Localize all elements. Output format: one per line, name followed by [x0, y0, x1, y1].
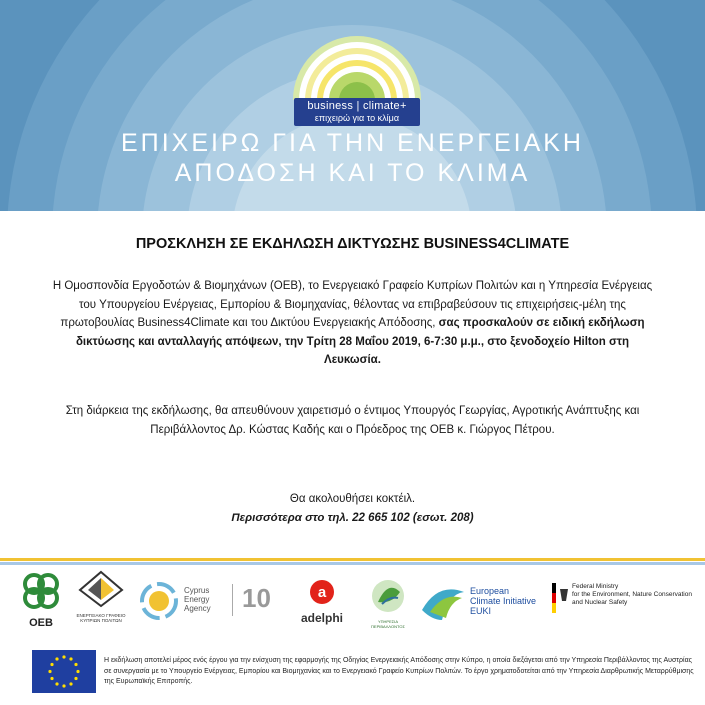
paragraph-1-highlight: σας προσκαλούν σε ειδική εκδήλωση δικτύωσης και ανταλλαγής απόψεων, την Τρίτη 28 Μαΐου 2019, 6-7:30 μ.μ., στο ξενοδοχείο Hilton στη Λευκωσία. — [75, 317, 645, 366]
energy-office-label: ΕΝΕΡΓΕΙΑΚΟ ΓΡΑΦΕΙΟ ΚΥΠΡΙΩΝ ΠΟΛΙΤΩΝ — [76, 613, 126, 623]
euki-label-line-2: Climate Initiative — [470, 596, 537, 606]
contact-phone: Περισσότερα στο τηλ. 22 665 102 (εσωτ. 208) — [231, 511, 474, 524]
cea-circle-icon — [138, 580, 180, 622]
leaf-icon — [364, 578, 412, 614]
environment-service-label: ΥΠΗΡΕΣΙΑ ΠΕΡΙΒΑΛΛΟΝΤΟΣ — [371, 619, 405, 629]
header-banner — [0, 0, 705, 211]
ten-years-number: 10 — [242, 583, 271, 613]
invitation-paragraph-3 — [50, 490, 655, 527]
headline-line-2: ΑΠΟΔΟΣΗ ΚΑΙ ΤΟ ΚΛΙΜΑ — [174, 159, 531, 187]
logo-textbox — [294, 98, 420, 126]
cea-label-line-3: Agency — [184, 604, 211, 613]
eu-flag — [32, 650, 96, 693]
cea-label-line-1: Cyprus — [184, 586, 210, 595]
german-flag-icon — [552, 583, 570, 613]
cea-label — [184, 586, 211, 613]
bmu-label-line-3: and Nuclear Safety — [572, 599, 628, 606]
cocktail-text: Θα ακολουθήσει κοκτέιλ. — [289, 493, 416, 505]
footer-disclaimer: Η εκδήλωση αποτελεί μέρος ενός έργου για την ενίσχυση της εφαρμογής της Οδηγίας Ενεργειακής Απόδοσης στην Κύπρο, η οποία διεξάγεται από την Υπηρεσία Περιβάλλοντος της Αυστρίας σε συνεργασία με το Υπουργείο Ενέργειας, Εμπορίου και Βιομηχανίας και το Ενεργειακό Γραφείο Κυπρίων Πολιτών. Το έργο χρηματοδοτείται από την Υπηρεσία Διαρθρωτικής Μεταρρύθμισης της Ευρωπαϊκής Επιτροπής. — [104, 657, 694, 685]
bmu-label-line-2: for the Environment, Nature Conservation — [572, 591, 692, 598]
partner-divider — [232, 584, 233, 616]
paragraph-1-text: Η Ομοσπονδία Εργοδοτών & Βιομηχάνων (ΟΕΒ), το Ενεργειακό Γραφείο Κυπρίων Πολιτών και η Υπηρεσία Ενέργειας του Υπουργείου Ενέργειας, Εμπορίου & Βιομηχανίας, θέλοντας να επιβραβεύσουν τις επιχειρήσεις-μέλη της πρωτοβουλίας Business4Climate και του Δικτύου Ενεργειακής Απόδοσης, — [52, 280, 653, 329]
eu-stars-icon — [32, 650, 96, 693]
divider-blue — [0, 562, 705, 565]
cea-label-line-2: Energy — [184, 595, 210, 604]
bmu-label-line-1: Federal Ministry — [572, 583, 619, 590]
diamond-icon — [76, 570, 126, 608]
environment-service-logo — [364, 578, 412, 629]
logo-subtitle: επιχειρώ για το κλίμα — [314, 113, 400, 123]
oeb-logo — [20, 570, 62, 629]
oeb-label: ΟΕΒ — [29, 617, 53, 629]
svg-text:a: a — [317, 584, 327, 601]
business4climate-logo — [292, 16, 422, 128]
logo-title: business | climate+ — [307, 100, 407, 112]
invitation-paragraph-2: Στη διάρκεια της εκδήλωσης, θα απευθύνουν χαιρετισμό ο έντιμος Υπουργός Γεωργίας, Αγροτικής Ανάπτυξης και Περιβάλλοντος Δρ. Κώστας Καδής και ο Πρόεδρος της ΟΕΒ κ. Γιώργος Πέτρου. — [65, 405, 640, 436]
adelphi-label: adelphi — [300, 611, 343, 625]
sun-icon — [292, 16, 422, 102]
invitation-paragraph-1 — [50, 277, 655, 370]
bmu-label — [572, 583, 692, 607]
ten-years-logo — [242, 584, 276, 612]
divider-yellow — [0, 558, 705, 561]
euki-waves-icon — [418, 580, 468, 622]
adelphi-a-icon — [294, 578, 350, 606]
energy-office-logo — [76, 570, 126, 623]
invitation-title: ΠΡΟΣΚΛΗΣΗ ΣΕ ΕΚΔΗΛΩΣΗ ΔΙΚΤΥΩΣΗΣ BUSINESS4CLIMATE — [135, 236, 570, 252]
euki-label — [470, 586, 536, 616]
headline-line-1: ΕΠΙΧΕΙΡΩ ΓΙΑ ΤΗΝ ΕΝΕΡΓΕΙΑΚΗ — [121, 129, 584, 157]
oeb-knot-icon — [20, 570, 62, 614]
euki-label-line-3: EUKI — [470, 606, 492, 616]
euki-label-line-1: European — [470, 586, 510, 596]
adelphi-logo — [294, 578, 350, 625]
headline — [0, 128, 705, 188]
